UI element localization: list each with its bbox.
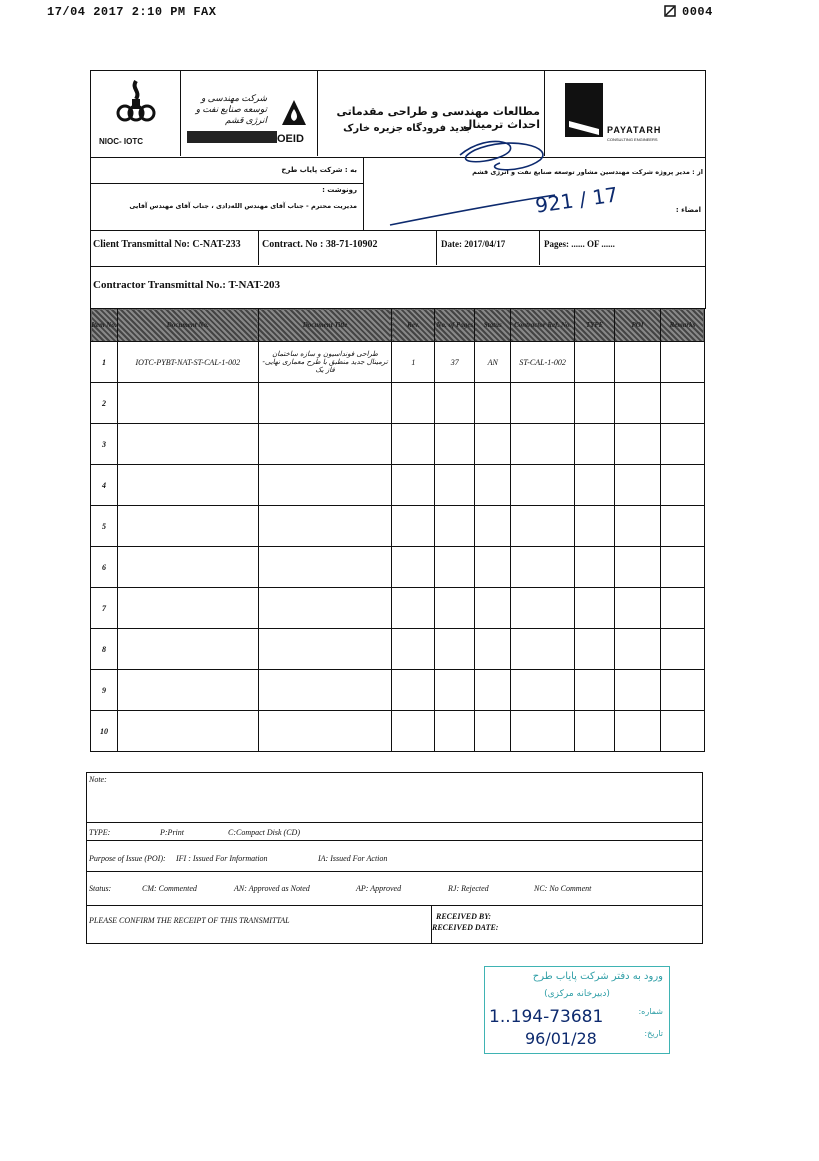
row-item-no: 10: [91, 711, 118, 752]
row-type: [575, 342, 615, 383]
table-row: [91, 342, 705, 383]
stamp-date-value: 96/01/28: [525, 1029, 597, 1048]
row-remarks: [660, 342, 704, 383]
received-by: RECEIVED BY:: [436, 912, 492, 921]
nioc-logo: [91, 71, 181, 156]
row-item-no: 1: [91, 342, 118, 383]
type-print: P:Print: [160, 828, 184, 837]
handwritten-number: 921 / 17: [533, 182, 620, 218]
project-title-line1: مطالعات مهندسی و طراحی مقدماتی احداث ترمینال: [336, 105, 540, 131]
type-label: TYPE:: [89, 828, 111, 837]
contractor-transmittal-row: [90, 267, 706, 309]
payatarh-subtitle: CONSULTING ENGINEERS: [607, 137, 658, 142]
header-status: Status: [475, 309, 511, 342]
to-cc-cell: [91, 158, 364, 231]
nioc-logo-text: NIOC- IOTC: [99, 137, 143, 146]
document-table: [90, 308, 705, 752]
cc-text: مدیریت محترم - جناب آقای مهندس الله‌دادی ، جناب آقای مهندس آقایی: [129, 202, 357, 210]
fax-page-number: 0004: [682, 5, 713, 19]
purpose-ia: IA: Issued For Action: [318, 854, 388, 863]
table-row: [91, 465, 705, 506]
oeid-persian-name: شرکت مهندسی و توسعه صنایع نفت و انرژی قشم: [195, 93, 267, 125]
payatarh-emblem-icon: [565, 83, 603, 137]
row-rev: 1: [392, 342, 435, 383]
oeid-logo-text: OEID: [277, 133, 304, 145]
stamp-number-value: 1..194-73681: [489, 1007, 604, 1027]
row-item-no: 6: [91, 547, 118, 588]
status-label: Status:: [89, 884, 112, 893]
row-doc-title: طراحی فونداسیون و سازه ساختمان ترمینال جدید منطبق با طرح معماری نهایی-فاز یک: [258, 342, 392, 383]
from-sender: از : مدیر پروژه شرکت مهندسین مشاور توسعه صنایع نفت و انرژی قشم: [472, 168, 703, 176]
received-date: RECEIVED DATE:: [432, 923, 499, 932]
header-poi: POI: [615, 309, 661, 342]
oeid-name-bar: [187, 131, 277, 143]
oeid-drop-icon: [281, 99, 307, 129]
row-status: AN: [475, 342, 511, 383]
row-item-no: 4: [91, 465, 118, 506]
table-row: [91, 383, 705, 424]
header-doc-title: Document Title: [258, 309, 392, 342]
status-cm: CM: Commented: [142, 884, 197, 893]
row-poi: [615, 342, 661, 383]
row-item-no: 8: [91, 629, 118, 670]
table-header-row: [91, 309, 705, 342]
info-row: [90, 231, 706, 267]
type-cd: C:Compact Disk (CD): [228, 828, 300, 837]
signature-label: امضاء :: [675, 206, 701, 214]
stamp-line1: ورود به دفتر شرکت پایاب طرح: [532, 971, 663, 982]
status-ap: AP: Approved: [356, 884, 402, 893]
row-item-no: 2: [91, 383, 118, 424]
header-doc-no: Document No.: [117, 309, 258, 342]
header-ref: Contractor Ref. No.: [511, 309, 575, 342]
stamp-number-label: شماره:: [638, 1007, 663, 1016]
cc-label: رونوشت :: [322, 186, 357, 194]
to-recipient: به : شرکت پایاب طرح: [281, 166, 357, 174]
row-pages: 37: [435, 342, 475, 383]
row-item-no: 3: [91, 424, 118, 465]
status-rj: RJ: Rejected: [448, 884, 489, 893]
fax-timestamp: 17/04 2017 2:10 PM FAX: [47, 5, 217, 19]
row-item-no: 5: [91, 506, 118, 547]
table-row: [91, 424, 705, 465]
oeid-logo: [181, 71, 318, 156]
status-nc: NC: No Comment: [534, 884, 592, 893]
table-row: [91, 506, 705, 547]
header-item: Item No.: [91, 309, 118, 342]
purpose-ifi: IFI : Issued For Information: [176, 854, 268, 863]
note-label: Note:: [89, 775, 107, 784]
table-row: [91, 670, 705, 711]
payatarh-text: PAYATARH: [607, 125, 662, 135]
purpose-label: Purpose of Issue (POI):: [89, 854, 166, 863]
nioc-emblem-icon: [113, 79, 159, 125]
row-doc-no: IOTC-PYBT-NAT-ST-CAL-1-002: [117, 342, 258, 383]
table-row: [91, 629, 705, 670]
project-title-line2: جدید فرودگاه جزیره خارک: [343, 123, 472, 134]
transmittal-date: Date: 2017/04/17: [441, 239, 506, 249]
header-pages: No. of Pages: [435, 309, 475, 342]
pages-count: Pages: ...... OF ......: [544, 239, 615, 249]
stamp-line2: (دبیرخانه مرکزی): [544, 989, 610, 999]
row-item-no: 7: [91, 588, 118, 629]
header-type: TYPE: [575, 309, 615, 342]
table-row: [91, 547, 705, 588]
status-an: AN: Approved as Noted: [234, 884, 310, 893]
fax-page-icon: [664, 5, 676, 21]
row-ref: ST-CAL-1-002: [511, 342, 575, 383]
stamp-date-label: تاریخ:: [644, 1029, 663, 1038]
contract-no: Contract. No : 38-71-10902: [262, 239, 378, 250]
table-row: [91, 711, 705, 752]
header-remarks: Remarks: [660, 309, 704, 342]
row-item-no: 9: [91, 670, 118, 711]
client-transmittal-no: Client Transmittal No: C-NAT-233: [93, 239, 241, 250]
header-rev: Rev.: [392, 309, 435, 342]
confirm-receipt: PLEASE CONFIRM THE RECEIPT OF THIS TRANSMITTAL: [89, 916, 290, 925]
receipt-stamp: [484, 966, 670, 1054]
contractor-transmittal-no: Contractor Transmittal No.: T-NAT-203: [93, 279, 280, 291]
table-row: [91, 588, 705, 629]
